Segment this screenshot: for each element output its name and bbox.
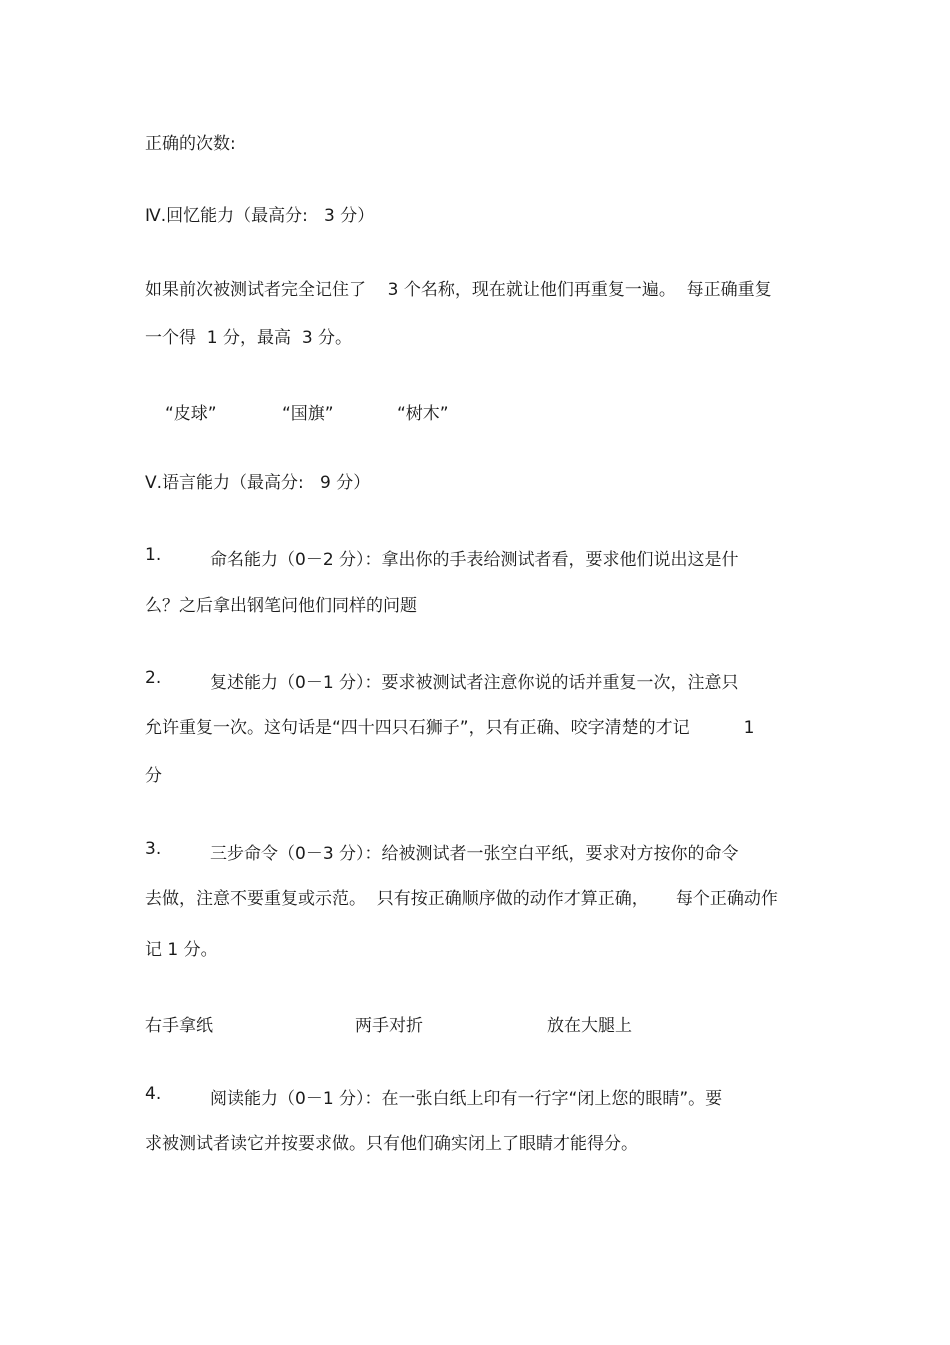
recall-word-3: “树木” [397, 404, 449, 424]
item-3-line-3: 记 1 分。 [145, 940, 218, 960]
item-4-number: 4. [145, 1084, 162, 1104]
item-3-number: 3. [145, 839, 162, 859]
item-3-line-2: 去做，注意不要重复或示范。 只有按正确顺序做的动作才算正确， 每个正确动作 [145, 889, 778, 909]
item-1-line-1: 命名能力（0－2 分）：拿出你的手表给测试者看，要求他们说出这是什 [210, 550, 739, 570]
section-4-text-line-2: 一个得 1 分，最高 3 分。 [145, 328, 353, 348]
section-4-text-line-1: 如果前次被测试者完全记住了 3 个名称，现在就让他们再重复一遍。 每正确重复 [145, 280, 772, 300]
item-2-line-1: 复述能力（0－1 分）：要求被测试者注意你说的话并重复一次，注意只 [210, 673, 739, 693]
step-1: 右手拿纸 [145, 1016, 213, 1036]
section-4-title: Ⅳ.回忆能力（最高分: 3 分） [145, 206, 375, 226]
item-1-line-2: 么？之后拿出钢笔问他们同样的问题 [145, 596, 417, 616]
recall-word-1: “皮球” [165, 404, 217, 424]
item-2-number: 2. [145, 668, 162, 688]
recall-word-2: “国旗” [282, 404, 334, 424]
step-2: 两手对折 [355, 1016, 423, 1036]
item-3-line-1: 三步命令（0－3 分）：给被测试者一张空白平纸，要求对方按你的命令 [210, 844, 739, 864]
correct-count-label: 正确的次数: [145, 134, 236, 154]
item-2-line-2: 允许重复一次。这句话是“四十四只石狮子”，只有正确、咬字清楚的才记 1 [145, 718, 755, 738]
section-5-title: Ⅴ.语言能力（最高分: 9 分） [145, 473, 371, 493]
item-1-number: 1. [145, 545, 162, 565]
item-4-line-2: 求被测试者读它并按要求做。只有他们确实闭上了眼睛才能得分。 [145, 1134, 638, 1154]
item-4-line-1: 阅读能力（0－1 分）：在一张白纸上印有一行字“闭上您的眼睛”。要 [210, 1089, 723, 1109]
step-3: 放在大腿上 [547, 1016, 632, 1036]
item-2-line-3: 分 [145, 766, 162, 786]
